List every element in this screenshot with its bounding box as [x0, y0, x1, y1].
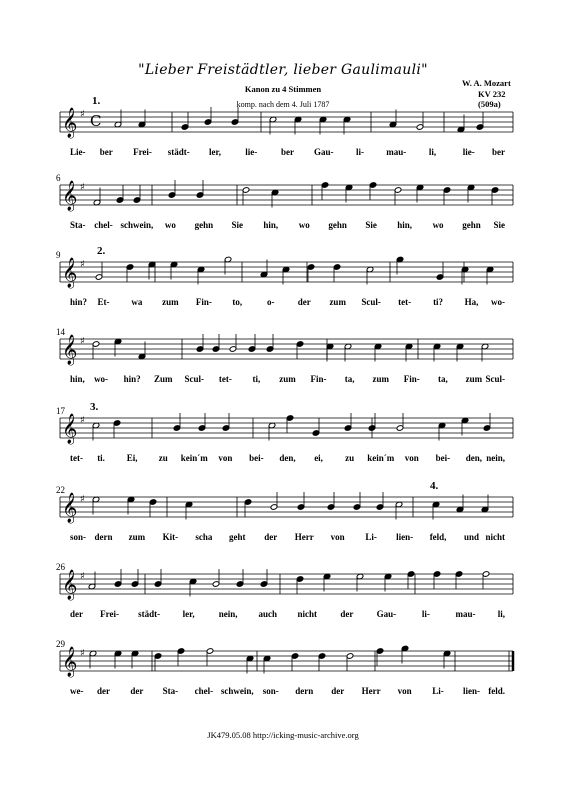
lyric-syllable: kein´m: [367, 453, 395, 463]
lyric-syllable: zum: [162, 297, 179, 307]
lyric-syllable: li,: [497, 609, 505, 619]
note-head: [197, 266, 205, 273]
note-head: [114, 338, 122, 345]
lyric-syllable: Scul-: [184, 374, 205, 384]
lyric-syllable: Sie: [493, 220, 505, 230]
lyric-syllable: mau-: [386, 147, 407, 157]
note-head: [307, 264, 315, 271]
note-head: [133, 197, 141, 204]
lyric-syllable: son-: [70, 532, 87, 542]
note-head: [416, 124, 424, 131]
note-head: [138, 121, 146, 128]
lyric-syllable: ber: [281, 147, 294, 157]
lyric-syllable: ti,: [252, 374, 261, 384]
note-head: [189, 578, 197, 585]
lyric-syllable: Fin-: [403, 374, 420, 384]
lyric-syllable: Kit-: [162, 532, 179, 542]
lyric-syllable: o-: [267, 297, 275, 307]
note-head: [181, 124, 189, 131]
common-time-icon: C: [90, 112, 102, 130]
note-head: [270, 504, 278, 511]
sharp-icon: ♯: [80, 571, 85, 582]
note-head: [170, 261, 178, 268]
sharp-icon: ♯: [80, 415, 85, 426]
note-head: [248, 346, 256, 353]
lyric-syllable: Herr: [361, 686, 381, 696]
lyric-syllable: Scul-: [485, 374, 505, 384]
lyric-syllable: gehn: [194, 220, 214, 230]
lyric-syllable: Frei-: [133, 147, 152, 157]
note-head: [461, 266, 469, 273]
note-head: [461, 417, 469, 424]
note-head: [356, 573, 364, 580]
lyric-syllable: nicht: [297, 609, 318, 619]
lyric-syllable: li-: [421, 609, 430, 619]
lyric-syllable: Fin-: [310, 374, 327, 384]
lyric-syllable: hin?: [123, 374, 141, 384]
treble-clef-icon: 𝄞: [62, 181, 78, 211]
lyric-syllable: ta,: [437, 374, 448, 384]
lyric-syllable: und: [464, 532, 480, 542]
note-head: [263, 655, 271, 662]
composer-name: W. A. Mozart: [462, 78, 511, 88]
note-head: [244, 499, 252, 506]
note-head: [206, 648, 214, 655]
note-head: [344, 425, 352, 432]
lyric-syllable: Sie: [231, 220, 244, 230]
measure-number: 6: [56, 173, 61, 183]
rehearsal-mark: 4.: [430, 480, 439, 492]
lyric-syllable: Sta-: [162, 686, 179, 696]
lyric-syllable: we-: [70, 686, 84, 696]
note-head: [318, 653, 326, 660]
note-head: [204, 119, 212, 126]
note-head: [384, 573, 392, 580]
note-head: [456, 343, 464, 350]
note-head: [266, 346, 274, 353]
measure-number: 17: [56, 406, 65, 416]
note-head: [455, 571, 463, 578]
note-head: [93, 199, 101, 206]
note-head: [222, 425, 230, 432]
note-head: [113, 420, 121, 427]
note-head: [198, 425, 206, 432]
note-head: [114, 650, 122, 657]
note-head: [224, 256, 232, 263]
lyric-syllable: lie-: [245, 147, 258, 157]
note-head: [294, 116, 302, 123]
note-head: [323, 573, 331, 580]
note-head: [481, 506, 489, 513]
note-head: [456, 506, 464, 513]
treble-clef-icon: 𝄞: [62, 493, 78, 523]
lyric-syllable: tet-: [70, 453, 83, 463]
song-subtitle: Kanon zu 4 Stimmen: [244, 84, 322, 94]
note-head: [345, 184, 353, 191]
lyric-syllable: zum: [465, 374, 483, 384]
note-head: [92, 496, 100, 503]
lyric-syllable: ta,: [344, 374, 355, 384]
note-head: [260, 581, 268, 588]
note-head: [149, 499, 157, 506]
lyric-syllable: Sta-: [70, 220, 86, 230]
lyric-syllable: den,: [279, 453, 296, 463]
lyric-syllable: kein´m: [180, 453, 208, 463]
treble-clef-icon: 𝄞: [62, 570, 78, 600]
note-head: [246, 655, 254, 662]
note-head: [131, 581, 139, 588]
note-head: [483, 425, 491, 432]
lyric-syllable: li,: [428, 147, 437, 157]
lyric-syllable: zum: [372, 374, 389, 384]
lyric-syllable: li-: [356, 147, 364, 157]
lyric-syllable: der: [340, 609, 354, 619]
lyric-syllable: lien-: [463, 686, 481, 696]
note-head: [185, 501, 193, 508]
lyric-syllable: Lie-: [70, 147, 86, 157]
lyric-syllable: schwein,: [120, 220, 154, 230]
lyric-syllable: to,: [232, 297, 243, 307]
note-head: [321, 182, 329, 189]
note-head: [346, 653, 354, 660]
lyric-syllable: ber: [99, 147, 113, 157]
lyric-syllable: Ha,: [464, 297, 479, 307]
note-head: [212, 581, 220, 588]
note-head: [88, 583, 96, 590]
lyric-syllable: wo: [298, 220, 310, 230]
lyric-syllable: chel-: [94, 220, 113, 230]
note-head: [467, 184, 475, 191]
note-head: [127, 496, 135, 503]
lyric-syllable: gehn: [462, 220, 481, 230]
lyric-syllable: nicht: [485, 532, 505, 542]
lyric-syllable: lien-: [396, 532, 414, 542]
lyric-syllable: geht: [229, 532, 246, 542]
note-head: [116, 197, 124, 204]
song-title: "Lieber Freistädtler, lieber Gaulimauli": [138, 62, 428, 78]
note-head: [486, 266, 494, 273]
note-head: [242, 187, 250, 194]
note-head: [438, 422, 446, 429]
note-head: [114, 121, 122, 128]
treble-clef-icon: 𝄞: [62, 647, 78, 677]
lyric-syllable: tet-: [218, 374, 232, 384]
lyric-syllable: wa: [131, 297, 143, 307]
lyric-syllable: bei-: [249, 453, 264, 463]
note-head: [282, 266, 290, 273]
lyric-syllable: ber: [492, 147, 505, 157]
note-head: [396, 425, 404, 432]
lyric-syllable: feld.: [488, 686, 505, 696]
lyric-syllable: wo: [164, 220, 176, 230]
note-head: [327, 504, 335, 511]
measure-number: 9: [56, 250, 61, 260]
lyric-syllable: scha: [195, 532, 213, 542]
note-head: [481, 343, 489, 350]
note-head: [92, 422, 100, 429]
note-head: [436, 274, 444, 281]
note-head: [343, 116, 351, 123]
sharp-icon: ♯: [80, 109, 85, 120]
note-head: [443, 187, 451, 194]
lyric-syllable: Gau-: [376, 609, 397, 619]
treble-clef-icon: 𝄞: [62, 414, 78, 444]
treble-clef-icon: 𝄞: [62, 108, 78, 138]
note-head: [95, 274, 103, 281]
rehearsal-mark: 1.: [92, 95, 101, 107]
note-head: [433, 571, 441, 578]
note-head: [168, 192, 176, 199]
treble-clef-icon: 𝄞: [62, 335, 78, 365]
note-head: [433, 343, 441, 350]
note-head: [491, 187, 499, 194]
note-head: [476, 124, 484, 131]
note-head: [297, 504, 305, 511]
note-head: [394, 187, 402, 194]
lyric-syllable: zu: [345, 453, 355, 463]
lyric-syllable: zum: [329, 297, 346, 307]
lyric-syllable: chel-: [194, 686, 214, 696]
lyric-syllable: gehn: [328, 220, 347, 230]
note-head: [374, 343, 382, 350]
lyric-syllable: wo-: [491, 297, 505, 307]
lyric-syllable: Li-: [365, 532, 377, 542]
lyric-syllable: Ei,: [126, 453, 138, 463]
lyric-syllable: hin?: [70, 297, 88, 307]
lyric-syllable: Et-: [97, 297, 110, 307]
lyric-syllable: von: [218, 453, 233, 463]
note-head: [401, 645, 409, 652]
note-head: [269, 116, 277, 123]
note-head: [173, 425, 181, 432]
lyric-syllable: von: [404, 453, 419, 463]
rehearsal-mark: 3.: [90, 401, 99, 413]
note-head: [92, 341, 100, 348]
lyric-syllable: ler,: [182, 609, 195, 619]
lyric-syllable: der: [70, 609, 83, 619]
lyric-syllable: städt-: [167, 147, 190, 157]
lyric-syllable: nein,: [218, 609, 238, 619]
note-head: [154, 581, 162, 588]
note-head: [212, 346, 220, 353]
lyric-syllable: den,: [465, 453, 483, 463]
note-head: [395, 501, 403, 508]
note-head: [268, 422, 276, 429]
lyric-syllable: der: [297, 297, 311, 307]
lyric-syllable: tet-: [398, 297, 412, 307]
lyric-syllable: von: [397, 686, 412, 696]
lyric-syllable: Zum: [153, 374, 173, 384]
lyric-syllable: feld,: [429, 532, 447, 542]
lyric-syllable: Frei-: [100, 609, 119, 619]
lyric-syllable: ei,: [314, 453, 323, 463]
note-head: [126, 264, 134, 271]
measure-number: 22: [56, 485, 65, 495]
note-head: [368, 425, 376, 432]
catalog-number-alt: (509a): [478, 99, 501, 109]
note-head: [296, 576, 304, 583]
lyric-syllable: von: [330, 532, 345, 542]
note-head: [405, 343, 413, 350]
lyric-syllable: son-: [262, 686, 279, 696]
note-head: [326, 343, 334, 350]
note-head: [344, 343, 352, 350]
lyric-syllable: ler,: [209, 147, 221, 157]
note-head: [131, 650, 139, 657]
note-head: [196, 192, 204, 199]
note-head: [482, 571, 490, 578]
lyric-syllable: dern: [94, 532, 113, 542]
note-head: [366, 266, 374, 273]
lyric-syllable: Gau-: [313, 147, 334, 157]
note-head: [457, 126, 465, 133]
lyric-syllable: Scul-: [361, 297, 381, 307]
lyric-syllable: ti.: [97, 453, 105, 463]
sharp-icon: ♯: [80, 494, 85, 505]
measure-number: 29: [56, 639, 65, 649]
note-head: [312, 430, 320, 437]
note-head: [114, 581, 122, 588]
lyric-syllable: schwein,: [220, 686, 254, 696]
lyric-syllable: auch: [258, 609, 277, 619]
note-head: [319, 116, 327, 123]
catalog-number: KV 232: [478, 89, 506, 99]
lyric-syllable: Li-: [432, 686, 444, 696]
note-head: [291, 653, 299, 660]
note-head: [296, 341, 304, 348]
composition-date: komp. nach dem 4. Juli 1787: [236, 100, 330, 109]
note-head: [89, 650, 97, 657]
lyric-syllable: Herr: [294, 532, 314, 542]
lyric-syllable: zum: [279, 374, 296, 384]
sharp-icon: ♯: [80, 182, 85, 193]
lyric-syllable: hin,: [70, 374, 85, 384]
note-head: [396, 256, 404, 263]
lyric-syllable: Fin-: [195, 297, 212, 307]
lyric-syllable: dern: [295, 686, 314, 696]
lyric-syllable: der: [130, 686, 144, 696]
note-head: [148, 261, 156, 268]
note-head: [389, 121, 397, 128]
rehearsal-mark: 2.: [97, 245, 106, 257]
lyric-syllable: wo-: [94, 374, 109, 384]
note-head: [416, 184, 424, 191]
note-head: [353, 504, 361, 511]
note-head: [407, 571, 415, 578]
measure-number: 14: [56, 327, 65, 337]
note-head: [236, 581, 244, 588]
footer-credit: JK479.05.08 http://icking-music-archive.org: [207, 730, 359, 740]
sharp-icon: ♯: [80, 259, 85, 270]
note-head: [333, 264, 341, 271]
note-head: [196, 346, 204, 353]
note-head: [154, 653, 162, 660]
lyric-syllable: hin,: [263, 220, 279, 230]
lyric-syllable: der: [331, 686, 345, 696]
lyric-syllable: städt-: [138, 609, 161, 619]
sharp-icon: ♯: [80, 648, 85, 659]
note-head: [260, 271, 268, 278]
lyric-syllable: Sie: [365, 220, 377, 230]
lyric-syllable: ti?: [433, 297, 444, 307]
measure-number: 26: [56, 562, 65, 572]
note-head: [443, 650, 451, 657]
lyric-syllable: zu: [158, 453, 168, 463]
lyric-syllable: bei-: [435, 453, 451, 463]
lyric-syllable: lie-: [462, 147, 475, 157]
lyric-syllable: der: [264, 532, 278, 542]
note-head: [376, 504, 384, 511]
note-head: [286, 415, 294, 422]
treble-clef-icon: 𝄞: [62, 258, 78, 288]
note-head: [271, 189, 279, 196]
lyric-syllable: zum: [128, 532, 146, 542]
lyric-syllable: hin,: [397, 220, 412, 230]
lyric-syllable: nein,: [486, 453, 505, 463]
note-head: [432, 501, 440, 508]
lyric-syllable: mau-: [455, 609, 476, 619]
sharp-icon: ♯: [80, 336, 85, 347]
lyric-syllable: der: [96, 686, 110, 696]
lyric-syllable: wo: [432, 220, 444, 230]
note-head: [138, 353, 146, 360]
note-head: [376, 648, 384, 655]
note-head: [369, 182, 377, 189]
note-head: [229, 346, 237, 353]
note-head: [177, 648, 185, 655]
note-head: [231, 119, 239, 126]
